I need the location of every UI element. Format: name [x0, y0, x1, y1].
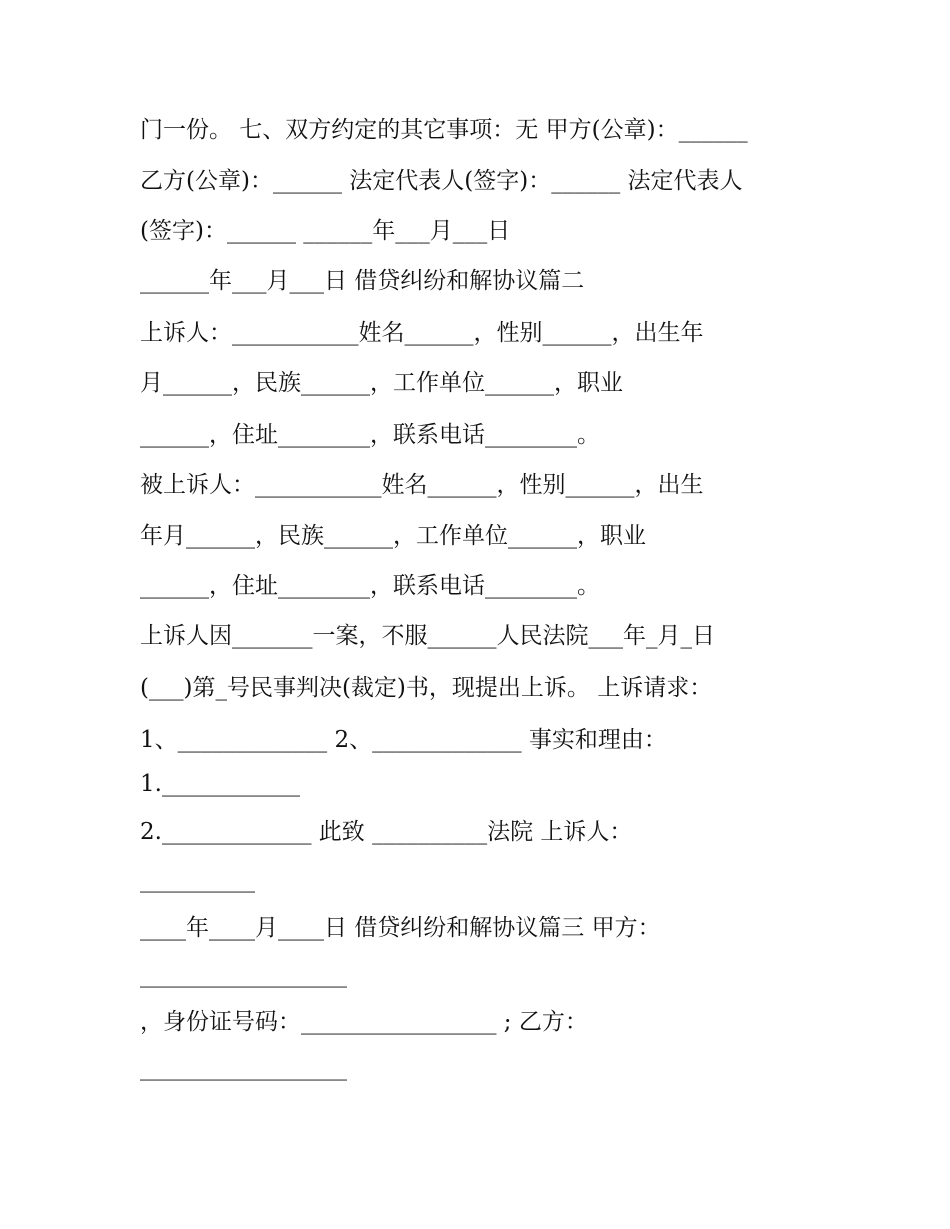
text-line: 上诉人因_______一案，不服______人民法院___年_月_日: [140, 623, 715, 649]
text-line: 年月______，民族______，工作单位______，职业: [140, 523, 646, 549]
text-line: 月______，民族______，工作单位______，职业: [140, 370, 623, 396]
text-line: ______，住址________，联系电话________。: [140, 573, 600, 599]
text-line: (签字)：______ ______年___月___日: [140, 218, 511, 244]
text-line: ______，住址________，联系电话________。: [140, 422, 600, 448]
text-line: ______年___月___日 借贷纠纷和解协议篇二: [140, 268, 585, 294]
text-line: (___)第_号民事判决(裁定)书，现提出上诉。 上诉请求：: [140, 675, 713, 701]
text-line: __________: [140, 867, 255, 893]
text-line: __________________: [140, 1055, 347, 1081]
text-line: 2._____________ 此致 __________法院 上诉人：: [140, 819, 633, 845]
text-line: 乙方(公章)：______ 法定代表人(签字)：______ 法定代表人: [140, 168, 743, 194]
text-line: ____年____月____日 借贷纠纷和解协议篇三 甲方：: [140, 915, 661, 941]
text-line: ，身份证号码：_________________ ; 乙方：: [140, 1009, 588, 1035]
text-line: __________________: [140, 962, 347, 988]
text-line: 上诉人：___________姓名______，性别______，出生年: [140, 320, 704, 346]
text-line: 1、_____________ 2、_____________ 事实和理由：: [140, 727, 667, 753]
text-line: 被上诉人：___________姓名______，性别______，出生: [140, 472, 704, 498]
text-line: 1.____________: [140, 771, 300, 797]
text-line: 门一份。 七、双方约定的其它事项：无 甲方(公章)：______: [140, 117, 748, 143]
